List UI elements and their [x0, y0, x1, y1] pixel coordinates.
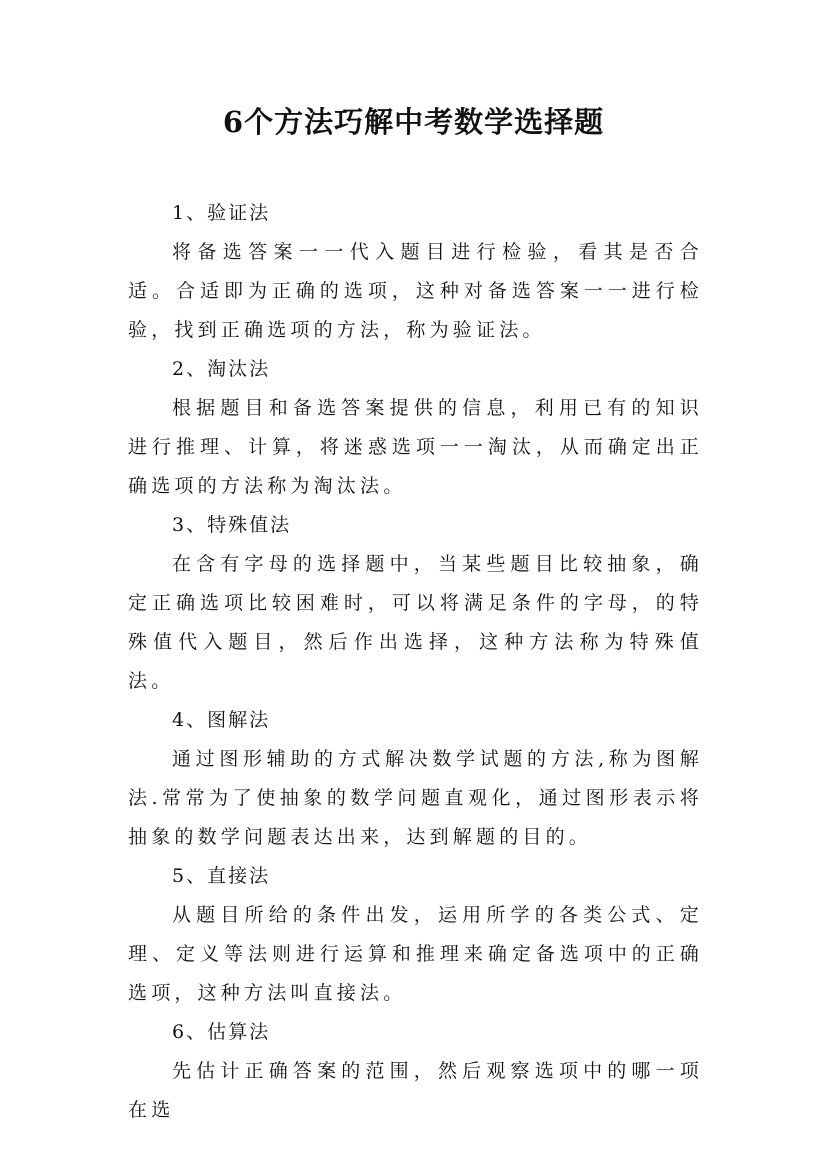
section-heading-direct: 5、直接法	[172, 865, 271, 887]
section-heading-elimination: 2、淘汰法	[172, 358, 271, 380]
section-heading-special-value: 3、特殊值法	[172, 514, 292, 536]
section-body-graphical: 通过图形辅助的方式解决数学试题的方法,称为图解法.常常为了使抽象的数学问题直观化，通过图形表示将抽象的数学问题表达出来，达到解题的目的。	[128, 748, 703, 848]
section-heading-estimation: 6、估算法	[172, 1021, 271, 1043]
section-body-special-value: 在含有字母的选择题中，当某些题目比较抽象，确定正确选项比较困难时，可以将满足条件的字母，的特殊值代入题目，然后作出选择，这种方法称为特殊值法。	[128, 553, 703, 692]
section-body-verification: 将备选答案一一代入题目进行检验，看其是否合适。合适即为正确的选项，这种对备选答案一一进行检验，找到正确选项的方法，称为验证法。	[128, 241, 703, 341]
section-body-estimation: 先估计正确答案的范围，然后观察选项中的哪一项在选	[128, 1060, 703, 1121]
document-content	[128, 194, 703, 1130]
section-heading-graphical: 4、图解法	[172, 709, 271, 731]
section-heading-verification: 1、验证法	[172, 202, 271, 224]
document-title: 6个方法巧解中考数学选择题	[222, 105, 605, 139]
section-body-direct: 从题目所给的条件出发，运用所学的各类公式、定理、定义等法则进行运算和推理来确定备选项中的正确选项，这种方法叫直接法。	[128, 904, 703, 1004]
section-body-elimination: 根据题目和备选答案提供的信息，利用已有的知识进行推理、计算，将迷惑选项一一淘汰，从而确定出正确选项的方法称为淘汰法。	[128, 397, 703, 497]
